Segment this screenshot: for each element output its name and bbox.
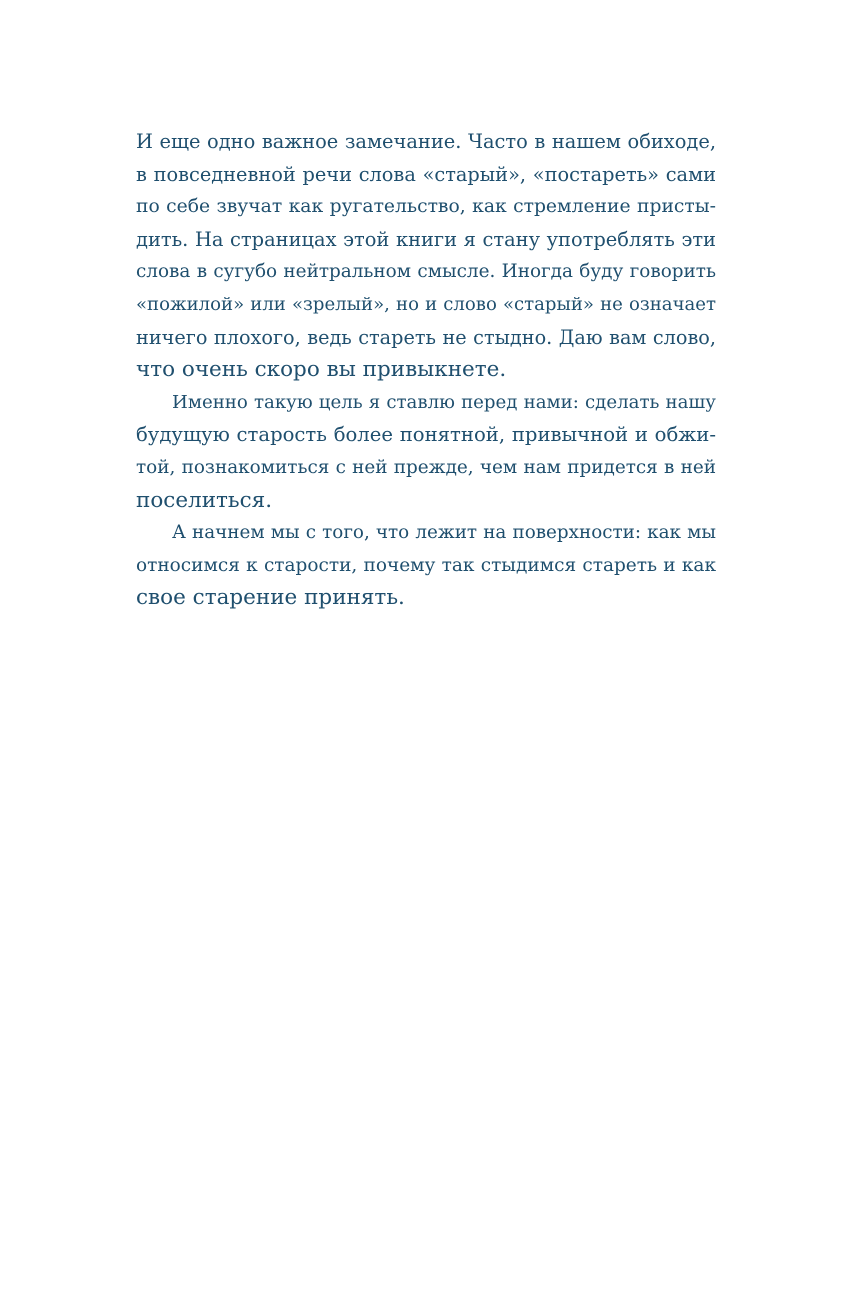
paragraph-2 — [136, 387, 716, 517]
text-line: поселиться. — [136, 487, 273, 513]
text-line: ничего плохого, ведь стареть не стыдно. Даю вам слово, — [136, 325, 716, 349]
paragraph-3 — [136, 517, 716, 615]
text-line: свое старение принять. — [136, 585, 405, 611]
text-line: что очень скоро вы привыкнете. — [136, 357, 507, 383]
text-line: А начнем мы с того, что лежит на поверхности: как мы — [172, 522, 716, 544]
text-line: будущую старость более понятной, привычной и обжи- — [136, 423, 716, 447]
text-line: Именно такую цель я ставлю перед нами: сделать нашу — [172, 391, 716, 413]
text-line: той, познакомиться с ней прежде, чем нам придется в ней — [136, 456, 716, 478]
text-line: слова в сугубо нейтральном смысле. Иногда буду говорить — [136, 261, 716, 283]
paragraph-1 — [136, 126, 716, 387]
text-line: дить. На страницах этой книги я стану употреблять эти — [136, 227, 716, 251]
text-line: относимся к старости, почему так стыдимся стареть и как — [136, 554, 716, 576]
text-line: И еще одно важное замечание. Часто в нашем обиходе, — [136, 130, 716, 153]
text-line: в повседневной речи слова «старый», «постареть» сами — [136, 162, 716, 186]
body-text — [136, 126, 716, 615]
text-line: «пожилой» или «зрелый», но и слово «старый» не означает — [136, 293, 716, 315]
text-line: по себе звучат как ругательство, как стремление присты- — [136, 196, 716, 218]
